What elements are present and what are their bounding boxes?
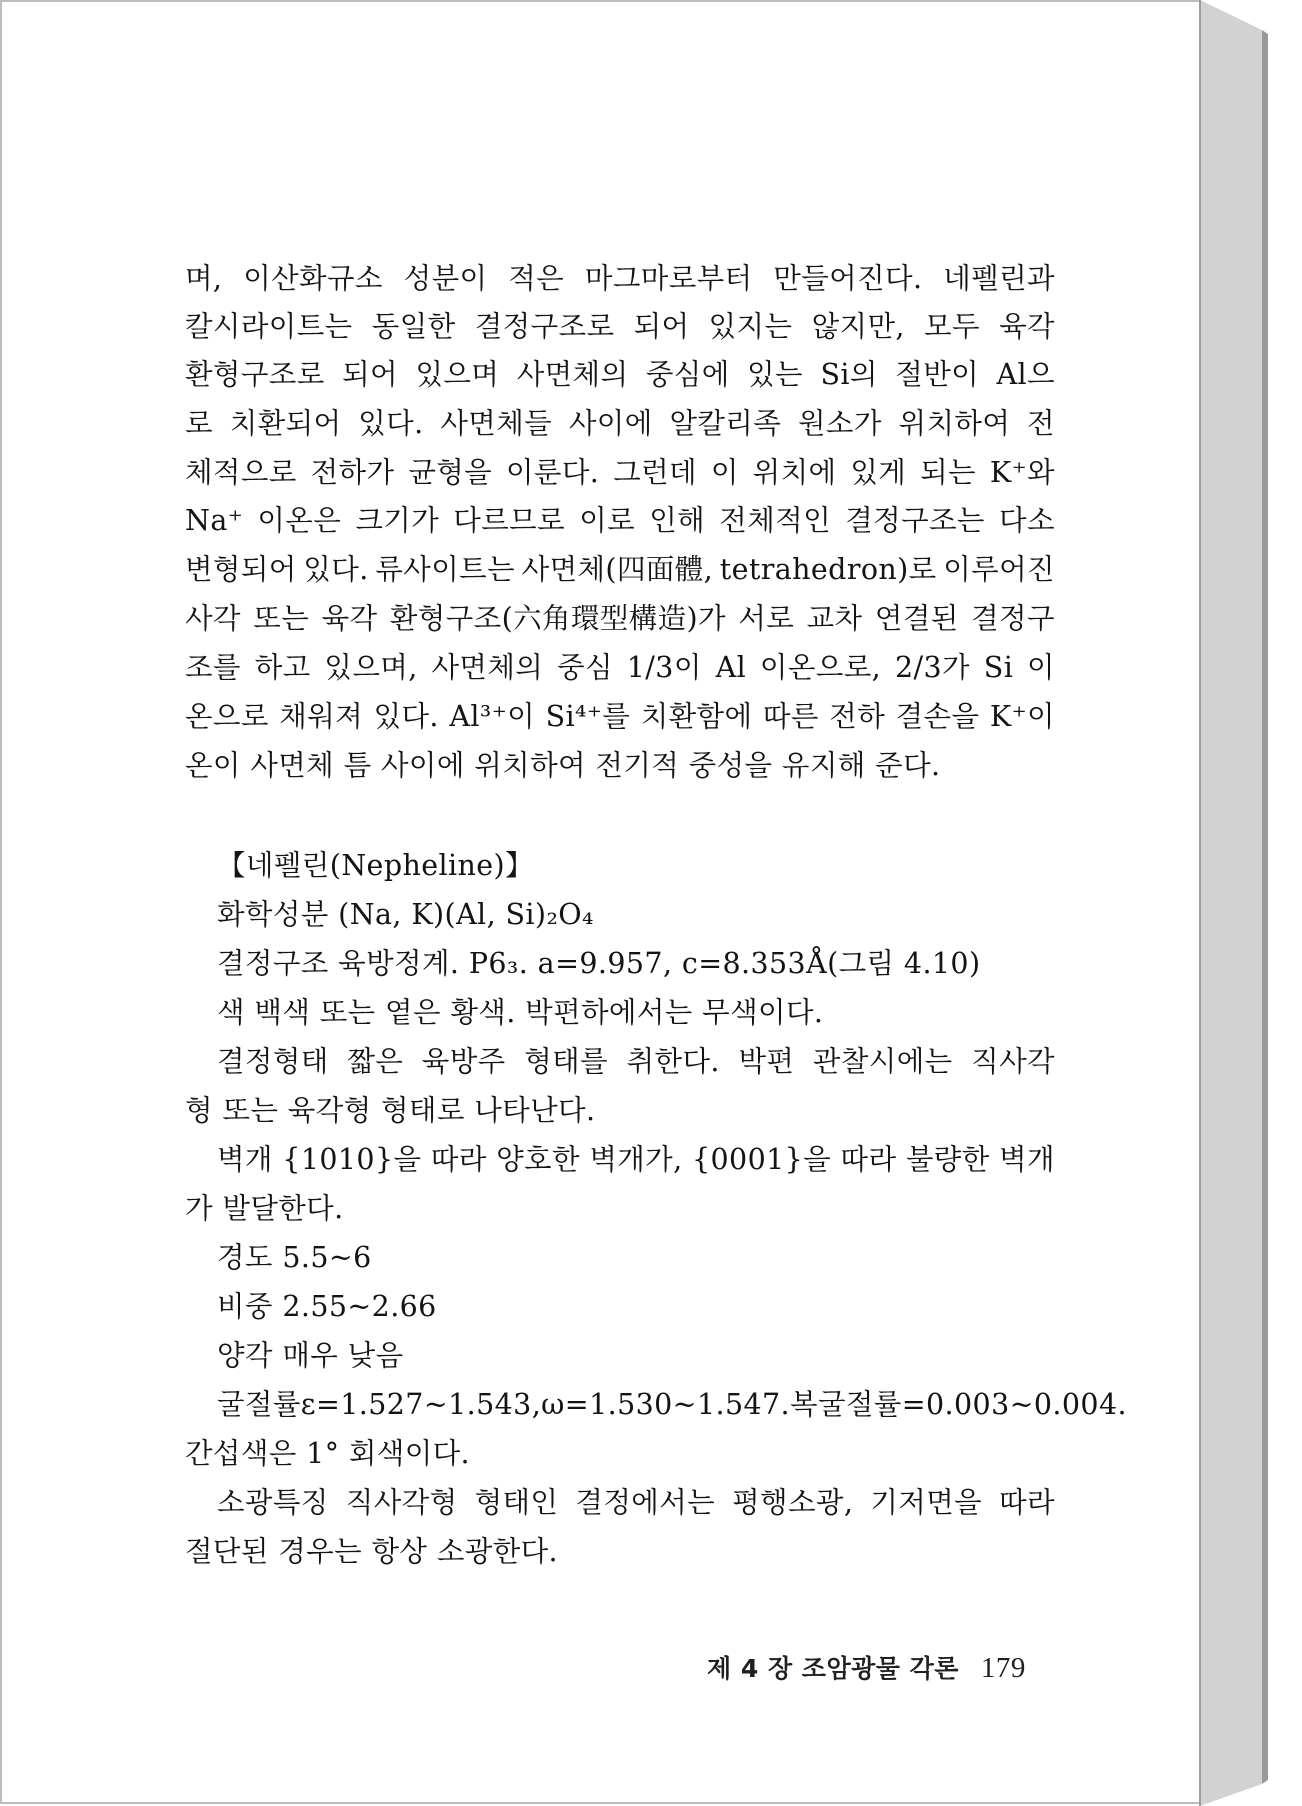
text-line: 사각 또는 육각 환형구조(六角環型構造)가 서로 교차 연결된 결정구 (185, 602, 1055, 635)
text-line: Na⁺ 이온은 크기가 다르므로 이로 인해 전체적인 결정구조는 다소 (185, 504, 1055, 537)
property-line: 양각 매우 낮음 (217, 1339, 404, 1372)
property-line: 가 발달한다. (185, 1192, 344, 1225)
property-line: 경도 5.5~6 (217, 1241, 372, 1274)
property-line: 절단된 경우는 항상 소광한다. (185, 1535, 559, 1568)
property-line: 색 백색 또는 옅은 황색. 박편하에서는 무색이다. (217, 996, 824, 1029)
text-line: 변형되어 있다. 류사이트는 사면체(四面體, tetrahedron)로 이루어진 (185, 553, 1055, 586)
property-line: 형 또는 육각형 형태로 나타난다. (185, 1094, 596, 1127)
text-line: 환형구조로 되어 있으며 사면체의 중심에 있는 Si의 절반이 Al으 (185, 358, 1055, 391)
text-line: 조를 하고 있으며, 사면체의 중심 1/3이 Al 이온으로, 2/3가 Si 이 (185, 651, 1055, 684)
chapter-title: 제 4 장 조암광물 각론 (707, 1654, 959, 1683)
text-line: 체적으로 전하가 균형을 이룬다. 그런데 이 위치에 있게 되는 K⁺와 (185, 456, 1055, 489)
property-line: 화학성분 (Na, K)(Al, Si)₂O₄ (217, 898, 594, 931)
page-number: 179 (980, 1652, 1026, 1684)
text-line: 온이 사면체 틈 사이에 위치하여 전기적 중성을 유지해 준다. (185, 749, 941, 782)
property-line: 결정구조 육방정계. P6₃. a=9.957, c=8.353Å(그림 4.10) (217, 947, 981, 980)
property-line: 소광특징 직사각형 형태인 결정에서는 평행소광, 기저면을 따라 (217, 1486, 1055, 1519)
text-line: 며, 이산화규소 성분이 적은 마그마로부터 만들어진다. 네펠린과 (185, 262, 1055, 295)
text-line: 온으로 채워져 있다. Al³⁺이 Si⁴⁺를 치환함에 따른 전하 결손을 K⁺이 (185, 700, 1055, 733)
property-line: 간섭색은 1° 회색이다. (185, 1437, 471, 1470)
mineral-title: 【네펠린(Nepheline)】 (217, 849, 534, 882)
property-line: 벽개 {1010}을 따라 양호한 벽개가, {0001}을 따라 불량한 벽개 (217, 1143, 1055, 1176)
property-line: 결정형태 짧은 육방주 형태를 취한다. 박편 관찰시에는 직사각 (217, 1045, 1055, 1078)
page-footer (707, 1649, 1026, 1685)
text-line: 칼시라이트는 동일한 결정구조로 되어 있지는 않지만, 모두 육각 (185, 310, 1055, 343)
property-line: 비중 2.55~2.66 (217, 1290, 437, 1323)
text-line: 로 치환되어 있다. 사면체들 사이에 알칼리족 원소가 위치하여 전 (185, 407, 1055, 440)
property-line: 굴절률 ε=1.527~1.543, ω=1.530~1.547. 복굴절률=0.003~0.004. (217, 1388, 1127, 1421)
